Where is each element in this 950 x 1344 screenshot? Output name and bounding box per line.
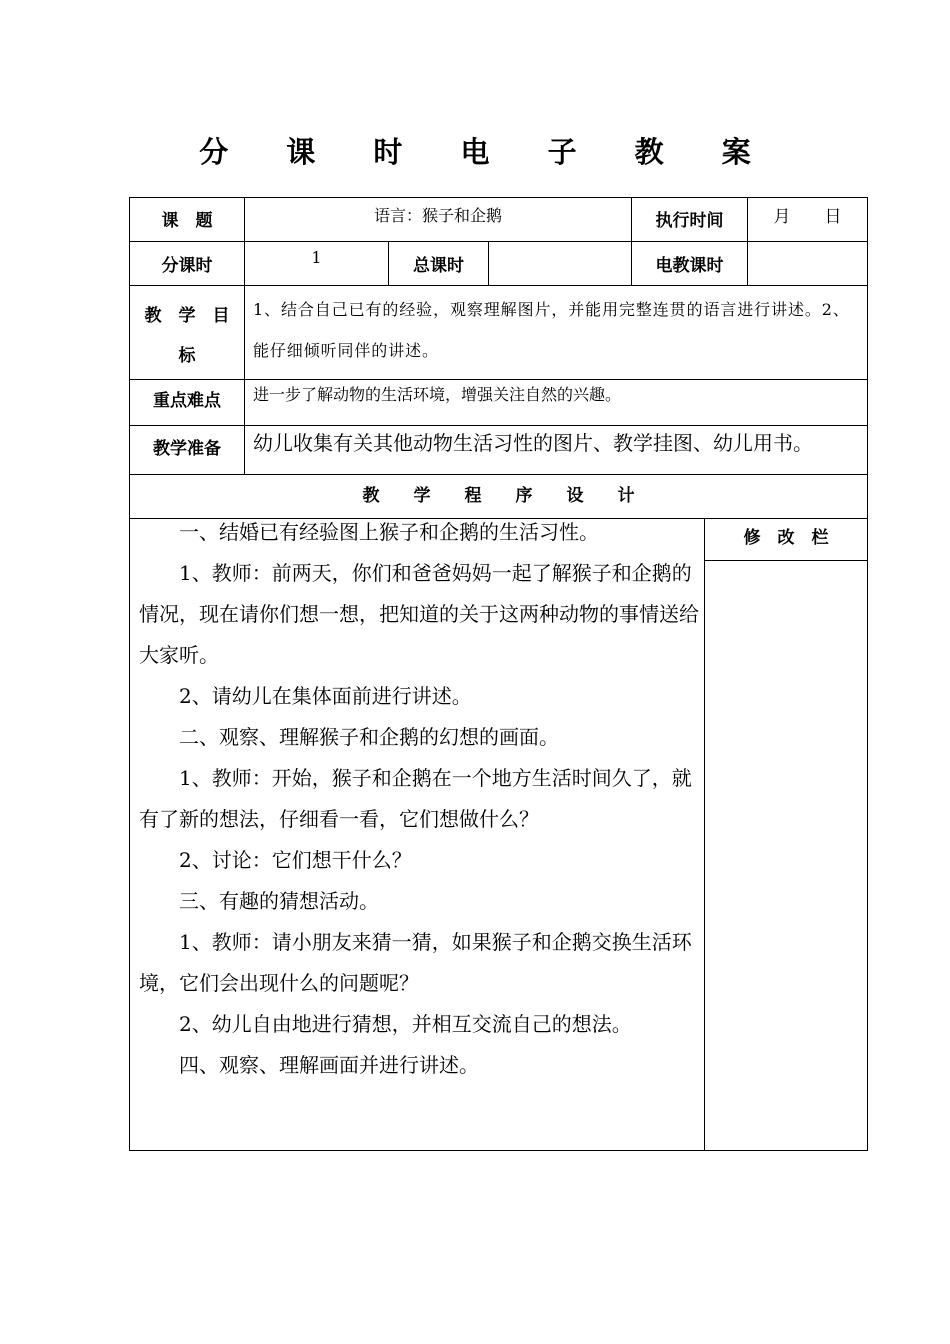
session-label: 分课时 [161, 256, 213, 276]
goal-label-line2: 标 [178, 346, 196, 366]
goal-label-line1: 教 学 目 [144, 306, 230, 326]
prep-label: 教学准备 [153, 439, 221, 459]
page-title: 分 课 时 电 子 教 案 [199, 135, 775, 169]
revision-label: 修 改 栏 [743, 528, 829, 548]
exec-time-label: 执行时间 [655, 211, 724, 231]
program-step: 四、观察、理解画面并进行讲述。 [179, 1053, 479, 1077]
total-label: 总课时 [413, 256, 464, 276]
topic-value: 语言：猴子和企鹅 [373, 206, 502, 225]
program-content [139, 512, 699, 1142]
focus-label: 重点难点 [153, 391, 221, 411]
goal-label [130, 286, 244, 379]
design-header: 教 学 程 序 设 计 [362, 486, 635, 506]
program-step: 2、讨论：它们想干什么？ [179, 848, 412, 872]
media-value [748, 242, 867, 285]
program-step: 一、结婚已有经验图上猴子和企鹅的生活习性。 [179, 520, 599, 544]
program-step: 二、观察、理解猴子和企鹅的幻想的画面。 [179, 725, 559, 749]
program-step: 三、有趣的猜想活动。 [179, 889, 379, 913]
prep-text: 幼儿收集有关其他动物生活习性的图片、教学挂图、幼儿用书。 [253, 431, 813, 455]
total-value [489, 242, 631, 285]
program-step: 1、教师：前两天，你们和爸爸妈妈一起了解猴子和企鹅的情况，现在请你们想一想，把知道的关于这两种动物的事情送给大家听。 [139, 561, 699, 667]
program-step: 2、请幼儿在集体面前进行讲述。 [179, 684, 472, 708]
media-label: 电教课时 [655, 256, 724, 276]
topic-label: 课 题 [161, 211, 213, 231]
program-step: 1、教师：请小朋友来猜一猜，如果猴子和企鹅交换生活环境，它们会出现什么的问题呢？ [139, 930, 692, 995]
goal-text: 1、结合自己已有的经验，观察理解图片，并能用完整连贯的语言进行讲述。2、能仔细倾听同伴的讲述。 [253, 300, 850, 360]
program-step: 1、教师：开始，猴子和企鹅在一个地方生活时间久了，就有了新的想法，仔细看一看，它们想做什么？ [139, 766, 692, 831]
session-value: 1 [311, 248, 322, 267]
program-step: 2、幼儿自由地进行猜想，并相互交流自己的想法。 [179, 1012, 632, 1036]
exec-time-value: 月 日 [773, 207, 842, 227]
focus-text: 进一步了解动物的生活环境，增强关注自然的兴趣。 [253, 385, 622, 404]
